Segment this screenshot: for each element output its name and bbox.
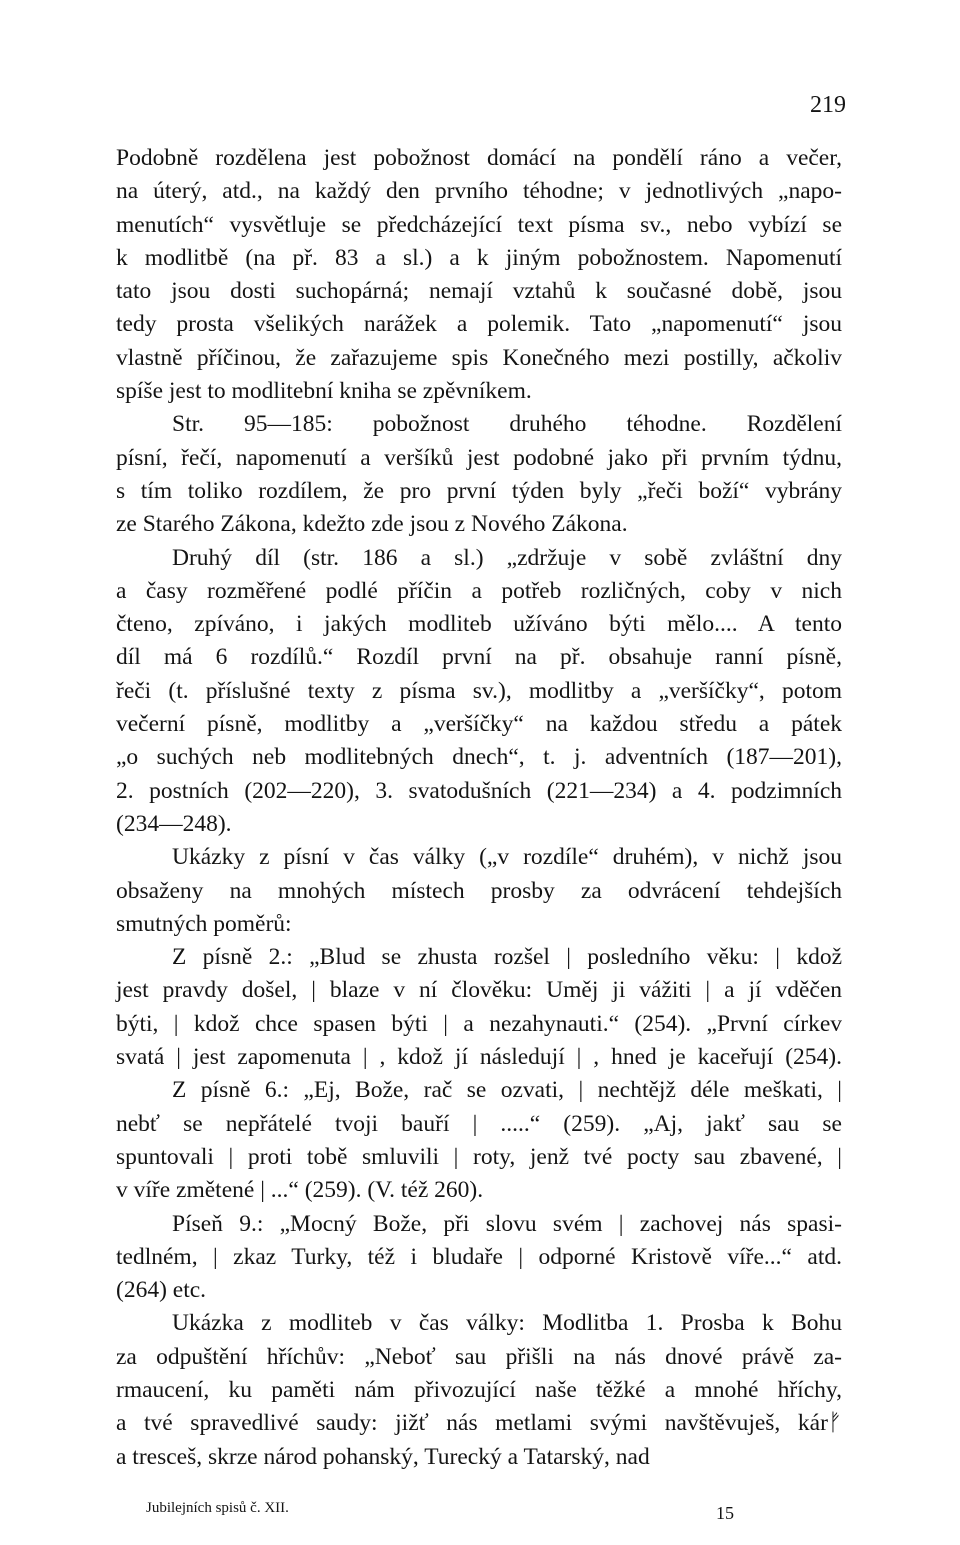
text-line: vlastně příčinou, že zařazujeme spis Konečného mezi postilly, ačkoliv: [116, 344, 842, 371]
text-line: na úterý, atd., na každý den prvního téhodne; v jednotlivých „napo-: [116, 178, 842, 205]
text-line: spíše jest to modlitební kniha se zpěvníkem.: [116, 378, 532, 405]
page-number: 219: [810, 92, 846, 118]
text-line: spuntovali | proti tobě smluvili | roty, jenž tvé pocty sau zbavené, |: [116, 1143, 842, 1170]
text-line: „o suchých neb modlitebných dnech“, t. j. adventních (187—201),: [116, 744, 842, 771]
text-line: a tresceš, skrze národ pohanský, Turecký a Tatarský, nad: [116, 1443, 650, 1470]
text-line: tedy prosta všelikých narážek a polemik. Tato „napomenutí“ jsou: [116, 311, 842, 338]
text-line: obsaženy na mnohých místech prosby za odvrácení tehdejších: [116, 877, 842, 904]
text-line: 2. postních (202—220), 3. svatodušních (221—234) a 4. podzimních: [116, 777, 842, 804]
text-line: nebť se nepřátelé tvoji bauří | .....“ (259). „Aj, jakť sau se: [116, 1110, 842, 1137]
text-line: řeči (t. příslušné texty z písma sv.), modlitby a „veršíčky“, potom: [116, 677, 842, 704]
text-line: a časy rozměřené podlé příčin a potřeb rozličných, coby v nich: [116, 577, 842, 604]
text-line: menutích“ vysvětluje se předcházející text písma sv., nebo vybízí se: [116, 211, 842, 238]
text-line: k modlitbě (na př. 83 a sl.) a k jiným pobožnostem. Napomenutí: [116, 244, 842, 271]
text-line: Podobně rozdělena jest pobožnost domácí na pondělí ráno a večer,: [116, 145, 842, 171]
text-line: rmaucení, ku paměti nám přivozující naše těžké a mnohé hříchy,: [116, 1376, 842, 1403]
text-line: ze Starého Zákona, kdežto zde jsou z Nového Zákona.: [116, 511, 628, 538]
text-line: Píseň 9.: „Mocný Bože, při slovu svém | zachovej nás spasi-: [172, 1210, 842, 1237]
text-line: písní, řečí, napomenutí a veršíků jest podobné jako při prvním týdnu,: [116, 444, 842, 471]
text-line: Ukázka z modliteb v čas války: Modlitba 1. Prosba k Bohu: [172, 1310, 842, 1337]
text-line: díl má 6 rozdílů.“ Rozdíl první na př. obsahuje ranní písně,: [116, 644, 842, 671]
body-text: [116, 142, 842, 1474]
text-line: (234—248).: [116, 810, 232, 837]
text-line: Str. 95—185: pobožnost druhého téhodne. Rozdělení: [172, 411, 842, 438]
text-line: Z písně 6.: „Ej, Bože, rač se ozvati, | nechtějž déle meškati, |: [172, 1077, 842, 1104]
text-line: býti, | kdož chce spasen býti | a nezahynauti.“ (254). „První církev: [116, 1010, 842, 1037]
text-line: čteno, zpíváno, i jakých modliteb užíváno býti mělo.... A tento: [116, 611, 842, 638]
footer-series-title: Jubilejních spisů č. XII.: [146, 1500, 289, 1516]
text-line: v víře změtené | ...“ (259). (V. též 260).: [116, 1177, 484, 1204]
text-line: tedlném, | zkaz Turky, též i bludaře | odporné Kristově víře...“ atd.: [116, 1243, 842, 1270]
text-line: svatá | jest zapomenuta | , kdož jí následují | , hned je kaceřují (254).: [116, 1044, 842, 1071]
text-line: a tvé spravedlivé saudy: jižť nás metlami svými navštěvuješ, kárᚠ: [116, 1410, 842, 1437]
text-line: Z písně 2.: „Blud se zhusta rozšel | posledního věku: | kdož: [172, 944, 842, 971]
text-line: večerní písně, modlitby a „veršíčky“ na každou středu a pátek: [116, 711, 842, 738]
text-line: Druhý díl (str. 186 a sl.) „zdržuje v sobě zvláštní dny: [172, 544, 842, 571]
text-line: tato jsou dosti suchopárná; nemají vztahů k současné době, jsou: [116, 278, 842, 305]
text-line: jest pravdy došel, | blaze v ní člověku: Uměj ji vážiti | a jí vděčen: [116, 977, 842, 1004]
text-line: s tím toliko rozdílem, že pro první týden byly „řeči boží“ vybrány: [116, 477, 842, 504]
text-line: Ukázky z písní v čas války („v rozdíle“ druhém), v nichž jsou: [172, 844, 842, 871]
footer-signature-number: 15: [716, 1503, 734, 1523]
text-line: (264) etc.: [116, 1277, 207, 1304]
text-line: smutných poměrů:: [116, 910, 292, 937]
text-line: za odpuštění hříchův: „Neboť sau přišli na nás dnové právě za-: [116, 1343, 842, 1370]
